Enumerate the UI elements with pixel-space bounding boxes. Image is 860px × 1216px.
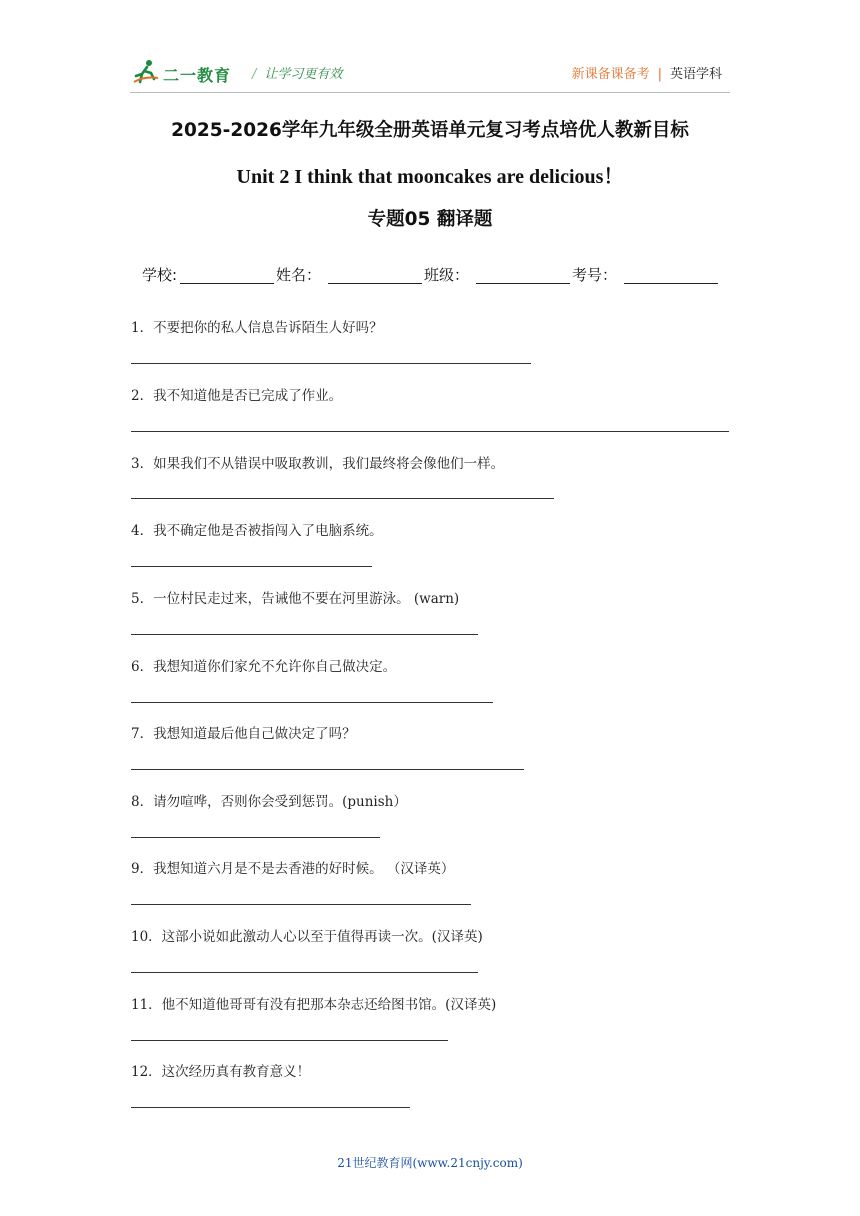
question-1: 1．不要把你的私人信息告诉陌生人好吗？ xyxy=(131,320,383,336)
page-header xyxy=(130,56,730,92)
slogan xyxy=(252,63,342,82)
answer-line-12[interactable] xyxy=(131,1107,410,1108)
logo xyxy=(130,56,240,90)
answer-line-7[interactable] xyxy=(131,769,524,770)
slogan-slash: / xyxy=(252,67,257,82)
question-7: 7．我想知道最后他自己做决定了吗？ xyxy=(131,726,356,742)
question-10: 10．这部小说如此激动人心以至于值得再读一次。(汉译英) xyxy=(131,929,483,945)
answer-line-8[interactable] xyxy=(131,837,380,838)
question-3: 3．如果我们不从错误中吸取教训，我们最终将会像他们一样。 xyxy=(131,456,505,472)
exam-no-label: 考号： xyxy=(572,266,618,284)
runner-logo-icon xyxy=(132,58,160,86)
name-label: 姓名： xyxy=(276,266,322,284)
header-separator: | xyxy=(657,67,662,82)
question-6: 6．我想知道你们家允不允许你自己做决定。 xyxy=(131,659,397,675)
topic-title: 专题05 翻译题 xyxy=(367,209,493,230)
logo-text: 二一教育 xyxy=(163,66,232,85)
header-highlight: 新课备课备考 xyxy=(571,67,650,82)
slogan-text: 让学习更有效 xyxy=(264,67,343,82)
answer-line-1[interactable] xyxy=(131,363,531,364)
answer-line-5[interactable] xyxy=(131,634,478,635)
header-divider xyxy=(130,92,730,93)
answer-line-3[interactable] xyxy=(131,498,554,499)
answer-line-2[interactable] xyxy=(131,431,729,432)
question-8: 8．请勿喧哗，否则你会受到惩罚。(punish） xyxy=(131,794,407,810)
class-label: 班级： xyxy=(424,266,470,284)
class-blank[interactable] xyxy=(476,283,570,284)
question-5: 5．一位村民走过来，告诫他不要在河里游泳。 (warn) xyxy=(131,591,460,607)
header-subject: 英语学科 xyxy=(669,67,722,82)
question-4: 4．我不确定他是否被指闯入了电脑系统。 xyxy=(131,523,383,539)
doc-title: 2025-2026学年九年级全册英语单元复习考点培优人教新目标 xyxy=(171,120,689,141)
question-2: 2．我不知道他是否已完成了作业。 xyxy=(131,388,343,404)
question-12: 12．这次经历真有教育意义！ xyxy=(131,1064,311,1080)
school-blank[interactable] xyxy=(180,283,274,284)
question-9: 9．我想知道六月是不是去香港的好时候。 （汉译英） xyxy=(131,861,455,877)
answer-line-11[interactable] xyxy=(131,1040,448,1041)
answer-line-4[interactable] xyxy=(131,566,372,567)
answer-line-9[interactable] xyxy=(131,904,471,905)
name-blank[interactable] xyxy=(328,283,422,284)
header-right xyxy=(572,63,722,82)
exam-no-blank[interactable] xyxy=(624,283,718,284)
school-label: 学校: xyxy=(142,266,178,284)
question-11: 11．他不知道他哥哥有没有把那本杂志还给图书馆。(汉译英) xyxy=(131,997,497,1013)
unit-title: Unit 2 I think that mooncakes are delicious！ xyxy=(236,166,624,188)
footer-link[interactable]: 21世纪教育网(www.21cnjy.com) xyxy=(337,1156,523,1170)
answer-line-6[interactable] xyxy=(131,702,493,703)
answer-line-10[interactable] xyxy=(131,972,478,973)
student-info-row xyxy=(142,264,742,288)
